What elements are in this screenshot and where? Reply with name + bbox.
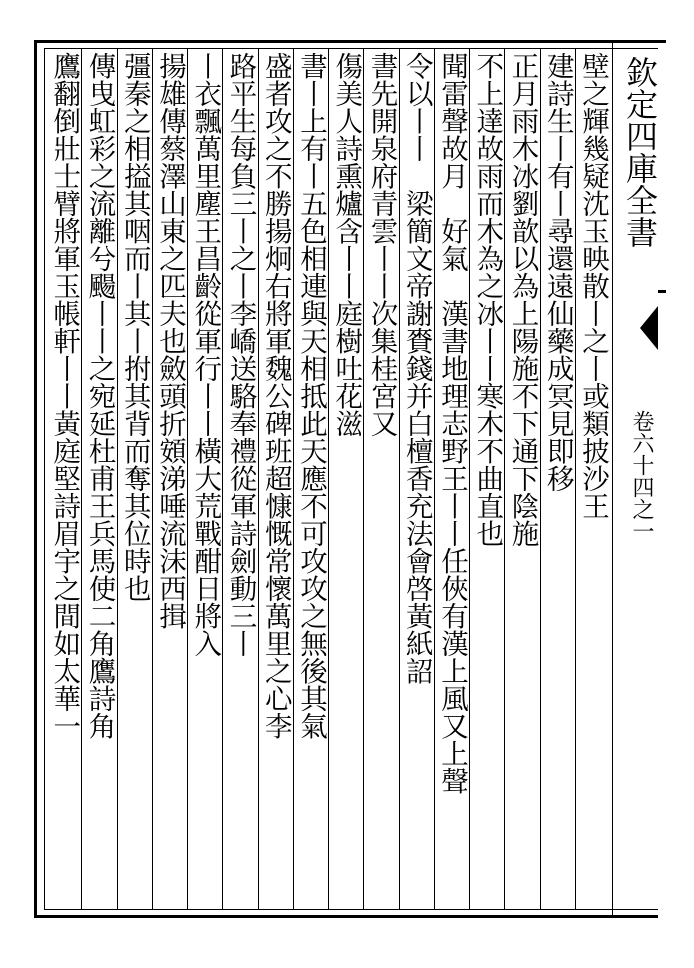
margin-tick-middle xyxy=(658,290,666,293)
text-column-1: 壁之輝幾疑沈玉映散丨之丨或類披沙王 xyxy=(577,52,609,520)
text-column-2: 建詩生丨有丨尋還遠仙藥成冥見即移 xyxy=(541,52,574,492)
text-column-14: 彊秦之相搤其咽而丨其丨拊其背而奪其位時也 xyxy=(118,52,151,602)
column-rule xyxy=(469,49,470,909)
column-rule xyxy=(434,49,435,909)
column-rule xyxy=(328,49,329,909)
column-rule xyxy=(575,49,576,909)
text-column-15: 傳曳虹彩之流離兮颺丨丨之宛延杜甫王兵馬使二角鷹詩角 xyxy=(83,52,116,740)
column-rule xyxy=(81,49,82,909)
fishtail-mark-icon xyxy=(640,306,658,350)
margin-tick-top xyxy=(658,40,666,43)
text-column-7: 書先開泉府青雲丨丨次集桂宮又 xyxy=(365,52,398,437)
column-rule xyxy=(187,49,188,909)
column-rule xyxy=(540,49,541,909)
column-rule xyxy=(117,49,118,909)
text-column-16: 鷹翻倒壯士臂將軍玉帳軒丨丨黃庭堅詩眉宇之間如太華一 xyxy=(48,52,81,740)
column-rule xyxy=(258,49,259,909)
column-rule xyxy=(293,49,294,909)
text-column-4: 不上達故雨而木為之冰丨丨寒木不曲直也 xyxy=(471,52,504,547)
column-rule xyxy=(399,49,400,909)
column-rule xyxy=(152,49,153,909)
text-column-8: 傷美人詩熏爐含丨丨庭樹吐花滋 xyxy=(330,52,363,437)
column-rule xyxy=(363,49,364,909)
text-column-12: 丨衣飄萬里塵王昌齡從軍行丨丨橫大荒戰酣日將入 xyxy=(189,52,222,657)
column-rule xyxy=(504,49,505,909)
book-title: 欽定四庫全書 xyxy=(621,56,659,248)
text-column-10: 盛者攻之不勝揚炯右將軍魏公碑班超慷慨常懷萬里之心李 xyxy=(259,52,292,740)
column-rule xyxy=(222,49,223,909)
text-column-13: 揚雄傳蔡澤山東之匹夫也斂頭折頞涕唾流沫西揖 xyxy=(154,52,186,630)
text-column-5: 聞雷聲故月 好氣 漢書地理志野王丨丨任俠有漢上風又上聲 xyxy=(436,52,468,795)
volume-number: 卷六十四之一 xyxy=(629,410,654,542)
text-column-11: 路平生每負三丨之丨李嶠送駱奉禮從軍詩劍動三丨 xyxy=(224,52,257,657)
text-column-3: 正月雨木冰劉歆以為上陽施不下通下陰施 xyxy=(506,52,539,547)
text-column-9: 書丨上有丨五色相連與天相抵此天應不可攻攻之無後其氣 xyxy=(295,52,327,740)
text-column-6: 令以丨丨 梁簡文帝謝賚錢并白檀香充法會啓黃紙詔 xyxy=(400,52,433,685)
